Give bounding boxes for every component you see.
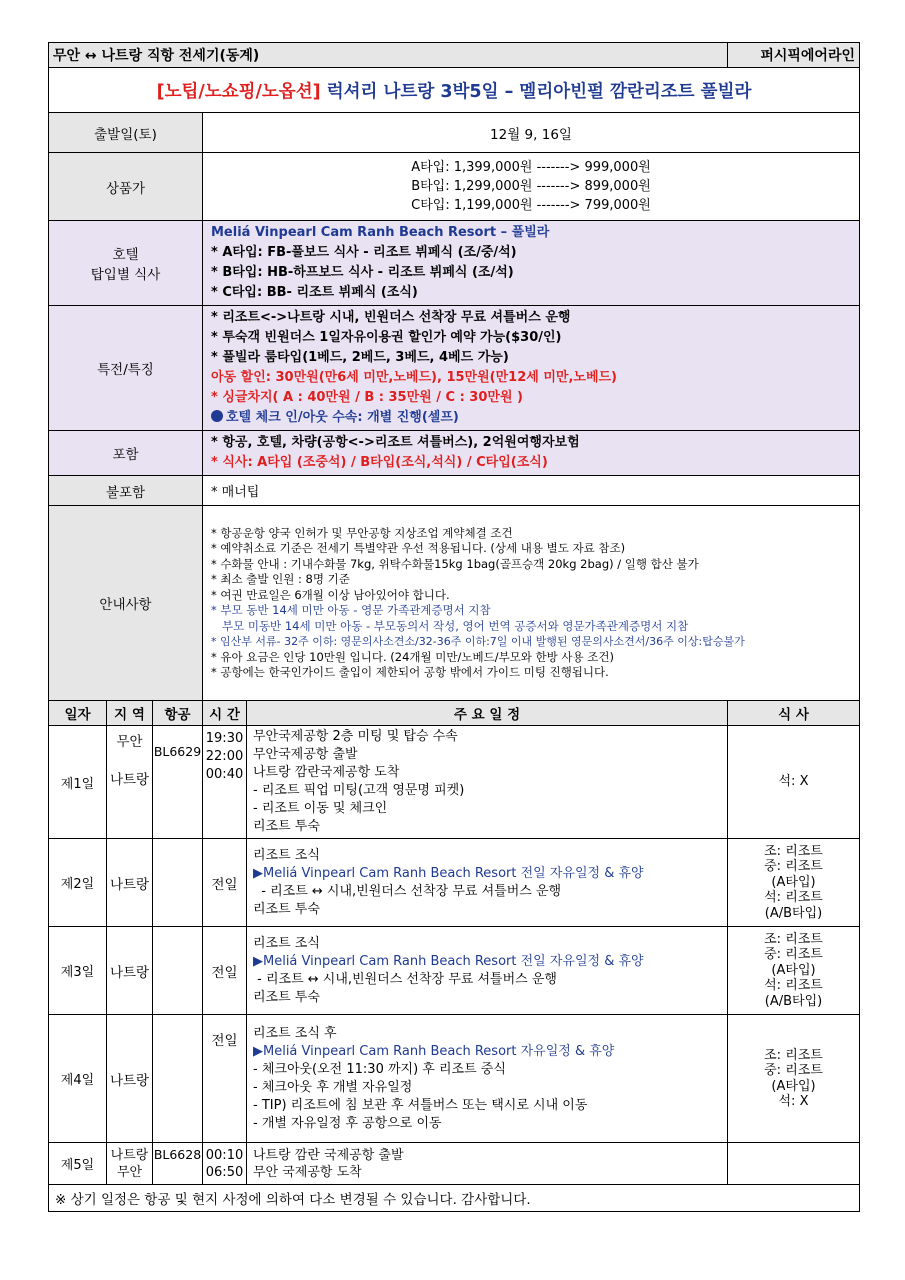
col-region: 지 역	[107, 701, 153, 726]
excluded-label: 불포함	[49, 476, 203, 506]
day3-meal-2: 중: 리조트	[764, 947, 823, 963]
day3-time: 전일	[203, 927, 247, 1015]
day4-line-4: - 체크아웃 후 개별 자유일정	[253, 1079, 413, 1095]
note-5: * 여권 만료일은 6개월 이상 남아있어야 합니다.	[211, 587, 450, 602]
airline-name: 퍼시픽에어라인	[728, 43, 860, 68]
day1-time-1: 19:30	[205, 731, 244, 746]
day3-line-2: ▶Meliá Vinpearl Cam Ranh Beach Resort 전일 자유일정 & 휴양	[253, 953, 644, 969]
day2-meal-4: 석: 리조트	[764, 890, 823, 906]
day5-region	[107, 1143, 153, 1185]
day4-meal-3: (A타입)	[771, 1078, 816, 1094]
day5-times	[203, 1143, 247, 1185]
itinerary-document	[48, 42, 859, 1212]
day4-meal	[728, 1015, 860, 1143]
benefits-label: 특전/특징	[49, 306, 203, 431]
day1-line-4: - 리조트 픽업 미팅(고객 영문명 피켓)	[253, 783, 465, 798]
day1-line-5: - 리조트 이동 및 체크인	[253, 801, 388, 816]
checkin-text: 호텔 체크 인/아웃 수속: 개별 진행(셀프)	[226, 410, 459, 425]
day4-label: 제4일	[49, 1015, 107, 1143]
day4-region: 나트랑	[107, 1015, 153, 1143]
day4-meal-4: 석: X	[778, 1094, 809, 1109]
schedule-row-day4	[49, 1015, 860, 1143]
notes-info	[203, 506, 860, 701]
day1-label: 제1일	[49, 726, 107, 839]
included-line-1: * 항공, 호텔, 차량(공항<->리조트 셔틀버스), 2억원여행자보험	[211, 435, 580, 450]
col-schedule: 주 요 일 정	[247, 701, 728, 726]
day4-line-1: 리조트 조식 후	[253, 1025, 337, 1041]
day4-meal-1: 조: 리조트	[764, 1047, 823, 1063]
day4-line-2: ▶Meliá Vinpearl Cam Ranh Beach Resort 자유일정 & 휴양	[253, 1043, 615, 1059]
day1-line-6: 리조트 투숙	[253, 819, 320, 834]
day4-schedule	[247, 1015, 728, 1143]
price-label: 상품가	[49, 153, 203, 221]
day3-meal-3: (A타입)	[771, 962, 816, 978]
schedule-row-day5	[49, 1143, 860, 1185]
note-1: * 항공운항 양국 인허가 및 무안공항 지상조업 계약체결 조건	[211, 525, 513, 540]
day4-flight	[153, 1015, 203, 1143]
hotel-meal-c: * C타입: BB- 리조트 뷔페식 (조식)	[211, 285, 418, 300]
route-title: 무안 ↔ 나트랑 직항 전세기(동계)	[49, 43, 728, 68]
note-6: * 부모 동반 14세 미만 아동 - 영문 가족관계증명서 지참	[211, 603, 491, 617]
day4-meal-2: 중: 리조트	[764, 1063, 823, 1078]
day2-flight	[153, 839, 203, 927]
day5-line-2: 무안 국제공항 도착	[253, 1164, 362, 1180]
day5-line-1: 나트랑 깜란 국제공항 출발	[253, 1147, 404, 1163]
included-info	[203, 431, 860, 476]
hotel-label-1: 호텔	[112, 247, 139, 263]
schedule-row-day2	[49, 839, 860, 927]
price-list	[203, 153, 860, 221]
benefits-info	[203, 306, 860, 431]
note-8: * 임산부 서류- 32주 이하: 영문의사소견소/32-36주 이하:7일 이내 발행된 영문의사소견서/36주 이상:탑승불가	[211, 635, 745, 648]
day5-schedule	[247, 1143, 728, 1185]
day5-time-2: 06:50	[205, 1164, 244, 1180]
note-4: * 최소 출발 인원 : 8명 기준	[211, 572, 350, 586]
title-main: 럭셔리 나트랑 3박5일 – 멜리아빈펄 깜란리조트 풀빌라	[326, 81, 752, 102]
col-meal: 식 사	[728, 701, 860, 726]
day3-meal-5: (A/B타입)	[764, 993, 823, 1009]
title-tag: [노팁/노쇼핑/노옵션]	[156, 81, 321, 102]
day4-time: 전일	[203, 1015, 247, 1143]
day2-meal	[728, 839, 860, 927]
day5-label: 제5일	[49, 1143, 107, 1185]
day3-label: 제3일	[49, 927, 107, 1015]
footer-notice: ※ 상기 일정은 항공 및 현지 사정에 의하여 다소 변경될 수 있습니다. 감사합니다.	[49, 1185, 860, 1212]
day1-region-to: 나트랑	[109, 772, 150, 788]
day1-line-3: 나트랑 깜란국제공항 도착	[253, 765, 400, 780]
price-row-b: B타입: 1,299,000원 -------> 899,000원	[411, 179, 651, 194]
hotel-meal-a: * A타입: FB-풀보드 식사 - 리조트 뷔페식 (조/중/석)	[211, 245, 517, 260]
day3-meal-1: 조: 리조트	[764, 931, 823, 947]
day2-region: 나트랑	[107, 839, 153, 927]
day3-line-3: - 리조트 ↔ 시내,빈원더스 선착장 무료 셔틀버스 운행	[253, 971, 557, 987]
day4-line-5: - TIP) 리조트에 침 보관 후 셔틀버스 또는 택시로 시내 이동	[253, 1097, 588, 1113]
day3-line-1: 리조트 조식	[253, 935, 320, 951]
schedule-row-day1	[49, 726, 860, 839]
day2-schedule	[247, 839, 728, 927]
day2-time: 전일	[203, 839, 247, 927]
day3-region: 나트랑	[107, 927, 153, 1015]
day3-flight	[153, 927, 203, 1015]
day2-line-4: 리조트 투숙	[253, 901, 320, 917]
price-row-a: A타입: 1,399,000원 -------> 999,000원	[411, 160, 651, 175]
excluded-value: * 매너팁	[203, 476, 860, 506]
col-date: 일자	[49, 701, 107, 726]
hotel-name: Meliá Vinpearl Cam Ranh Beach Resort – 풀빌라	[211, 225, 550, 240]
day1-line-2: 무안국제공항 출발	[253, 747, 358, 762]
day2-meal-5: (A/B타입)	[764, 905, 823, 921]
col-flight: 항공	[153, 701, 203, 726]
price-row-c: C타입: 1,199,000원 -------> 799,000원	[411, 198, 651, 213]
col-time: 시 간	[203, 701, 247, 726]
note-7: 부모 미동반 14세 미만 아동 - 부모동의서 작성, 영어 번역 공증서와 영문가족관계증명서 지참	[211, 618, 689, 633]
note-9: * 유아 요금은 인당 10만원 입니다. (24개월 미만/노베드/부모와 한방 사용 조건)	[211, 649, 614, 664]
schedule-row-day3	[49, 927, 860, 1015]
day1-region	[107, 726, 153, 839]
day2-label: 제2일	[49, 839, 107, 927]
day2-line-2: ▶Meliá Vinpearl Cam Ranh Beach Resort 전일 자유일정 & 휴양	[253, 865, 644, 881]
day1-meal: 석: X	[728, 726, 860, 839]
day1-flight: BL6629	[153, 726, 203, 839]
day1-line-1: 무안국제공항 2층 미팅 및 탑승 수속	[253, 729, 458, 744]
note-3: * 수화물 안내 : 기내수화물 7kg, 위탁수화물15kg 1bag(골프승객 20kg 2bag) / 일행 합산 불가	[211, 556, 699, 571]
day3-schedule	[247, 927, 728, 1015]
included-line-2: * 식사: A타입 (조중석) / B타입(조식,석식) / C타입(조식)	[211, 455, 548, 470]
day2-meal-1: 조: 리조트	[764, 843, 823, 859]
day5-region-from: 나트랑	[110, 1147, 149, 1163]
day4-line-6: - 개별 자유일정 후 공항으로 이동	[253, 1115, 442, 1131]
itinerary-table	[48, 42, 860, 1212]
note-2: * 예약취소료 기준은 전세기 특별약관 우선 적용됩니다. (상세 내용 별도 자료 참조)	[211, 541, 626, 555]
day4-line-3: - 체크아웃(오전 11:30 까지) 후 리조트 중식	[253, 1061, 506, 1077]
day1-time-3: 00:40	[205, 767, 244, 782]
day3-meal	[728, 927, 860, 1015]
hotel-info	[203, 221, 860, 306]
single-charge: * 싱글차지( A : 40만원 / B : 35만원 / C : 30만원 )	[211, 390, 523, 405]
day1-schedule	[247, 726, 728, 839]
day5-flight: BL6628	[153, 1143, 203, 1185]
day1-time-2: 22:00	[205, 749, 244, 764]
benefit-3: * 풀빌라 룸타입(1베드, 2베드, 3베드, 4베드 가능)	[211, 350, 509, 365]
benefit-2: * 투숙객 빈원더스 1일자유이용권 할인가 예약 가능($30/인)	[211, 330, 562, 345]
day1-times	[203, 726, 247, 839]
bullet-icon	[211, 410, 223, 422]
day2-meal-3: (A타입)	[771, 874, 816, 890]
product-title	[49, 68, 860, 113]
departure-label: 출발일(토)	[49, 113, 203, 153]
note-10: * 공항에는 한국인가이드 출입이 제한되어 공항 밖에서 가이드 미팅 진행됩니다.	[211, 665, 609, 679]
day1-region-from: 무안	[116, 734, 143, 750]
notes-label: 안내사항	[49, 506, 203, 701]
checkin-note	[211, 408, 851, 428]
day5-time-1: 00:10	[205, 1147, 244, 1163]
departure-value: 12월 9, 16일	[203, 113, 860, 153]
day3-line-4: 리조트 투숙	[253, 989, 320, 1005]
included-label: 포함	[49, 431, 203, 476]
hotel-label	[49, 221, 203, 306]
hotel-meal-b: * B타입: HB-하프보드 식사 - 리조트 뷔페식 (조/석)	[211, 265, 514, 280]
benefit-1: * 리조트<->나트랑 시내, 빈원더스 선착장 무료 셔틀버스 운행	[211, 310, 571, 325]
day5-meal	[728, 1143, 860, 1185]
day2-meal-2: 중: 리조트	[764, 859, 823, 875]
hotel-label-2: 탑입별 식사	[90, 267, 161, 283]
day2-line-1: 리조트 조식	[253, 847, 320, 863]
child-discount: 아동 할인: 30만원(만6세 미만,노베드), 15만원(만12세 미만,노베드)	[211, 370, 618, 385]
day2-line-3: - 리조트 ↔ 시내,빈원더스 선착장 무료 셔틀버스 운행	[253, 883, 562, 899]
day5-region-to: 무안	[116, 1164, 143, 1180]
day3-meal-4: 석: 리조트	[764, 978, 823, 994]
